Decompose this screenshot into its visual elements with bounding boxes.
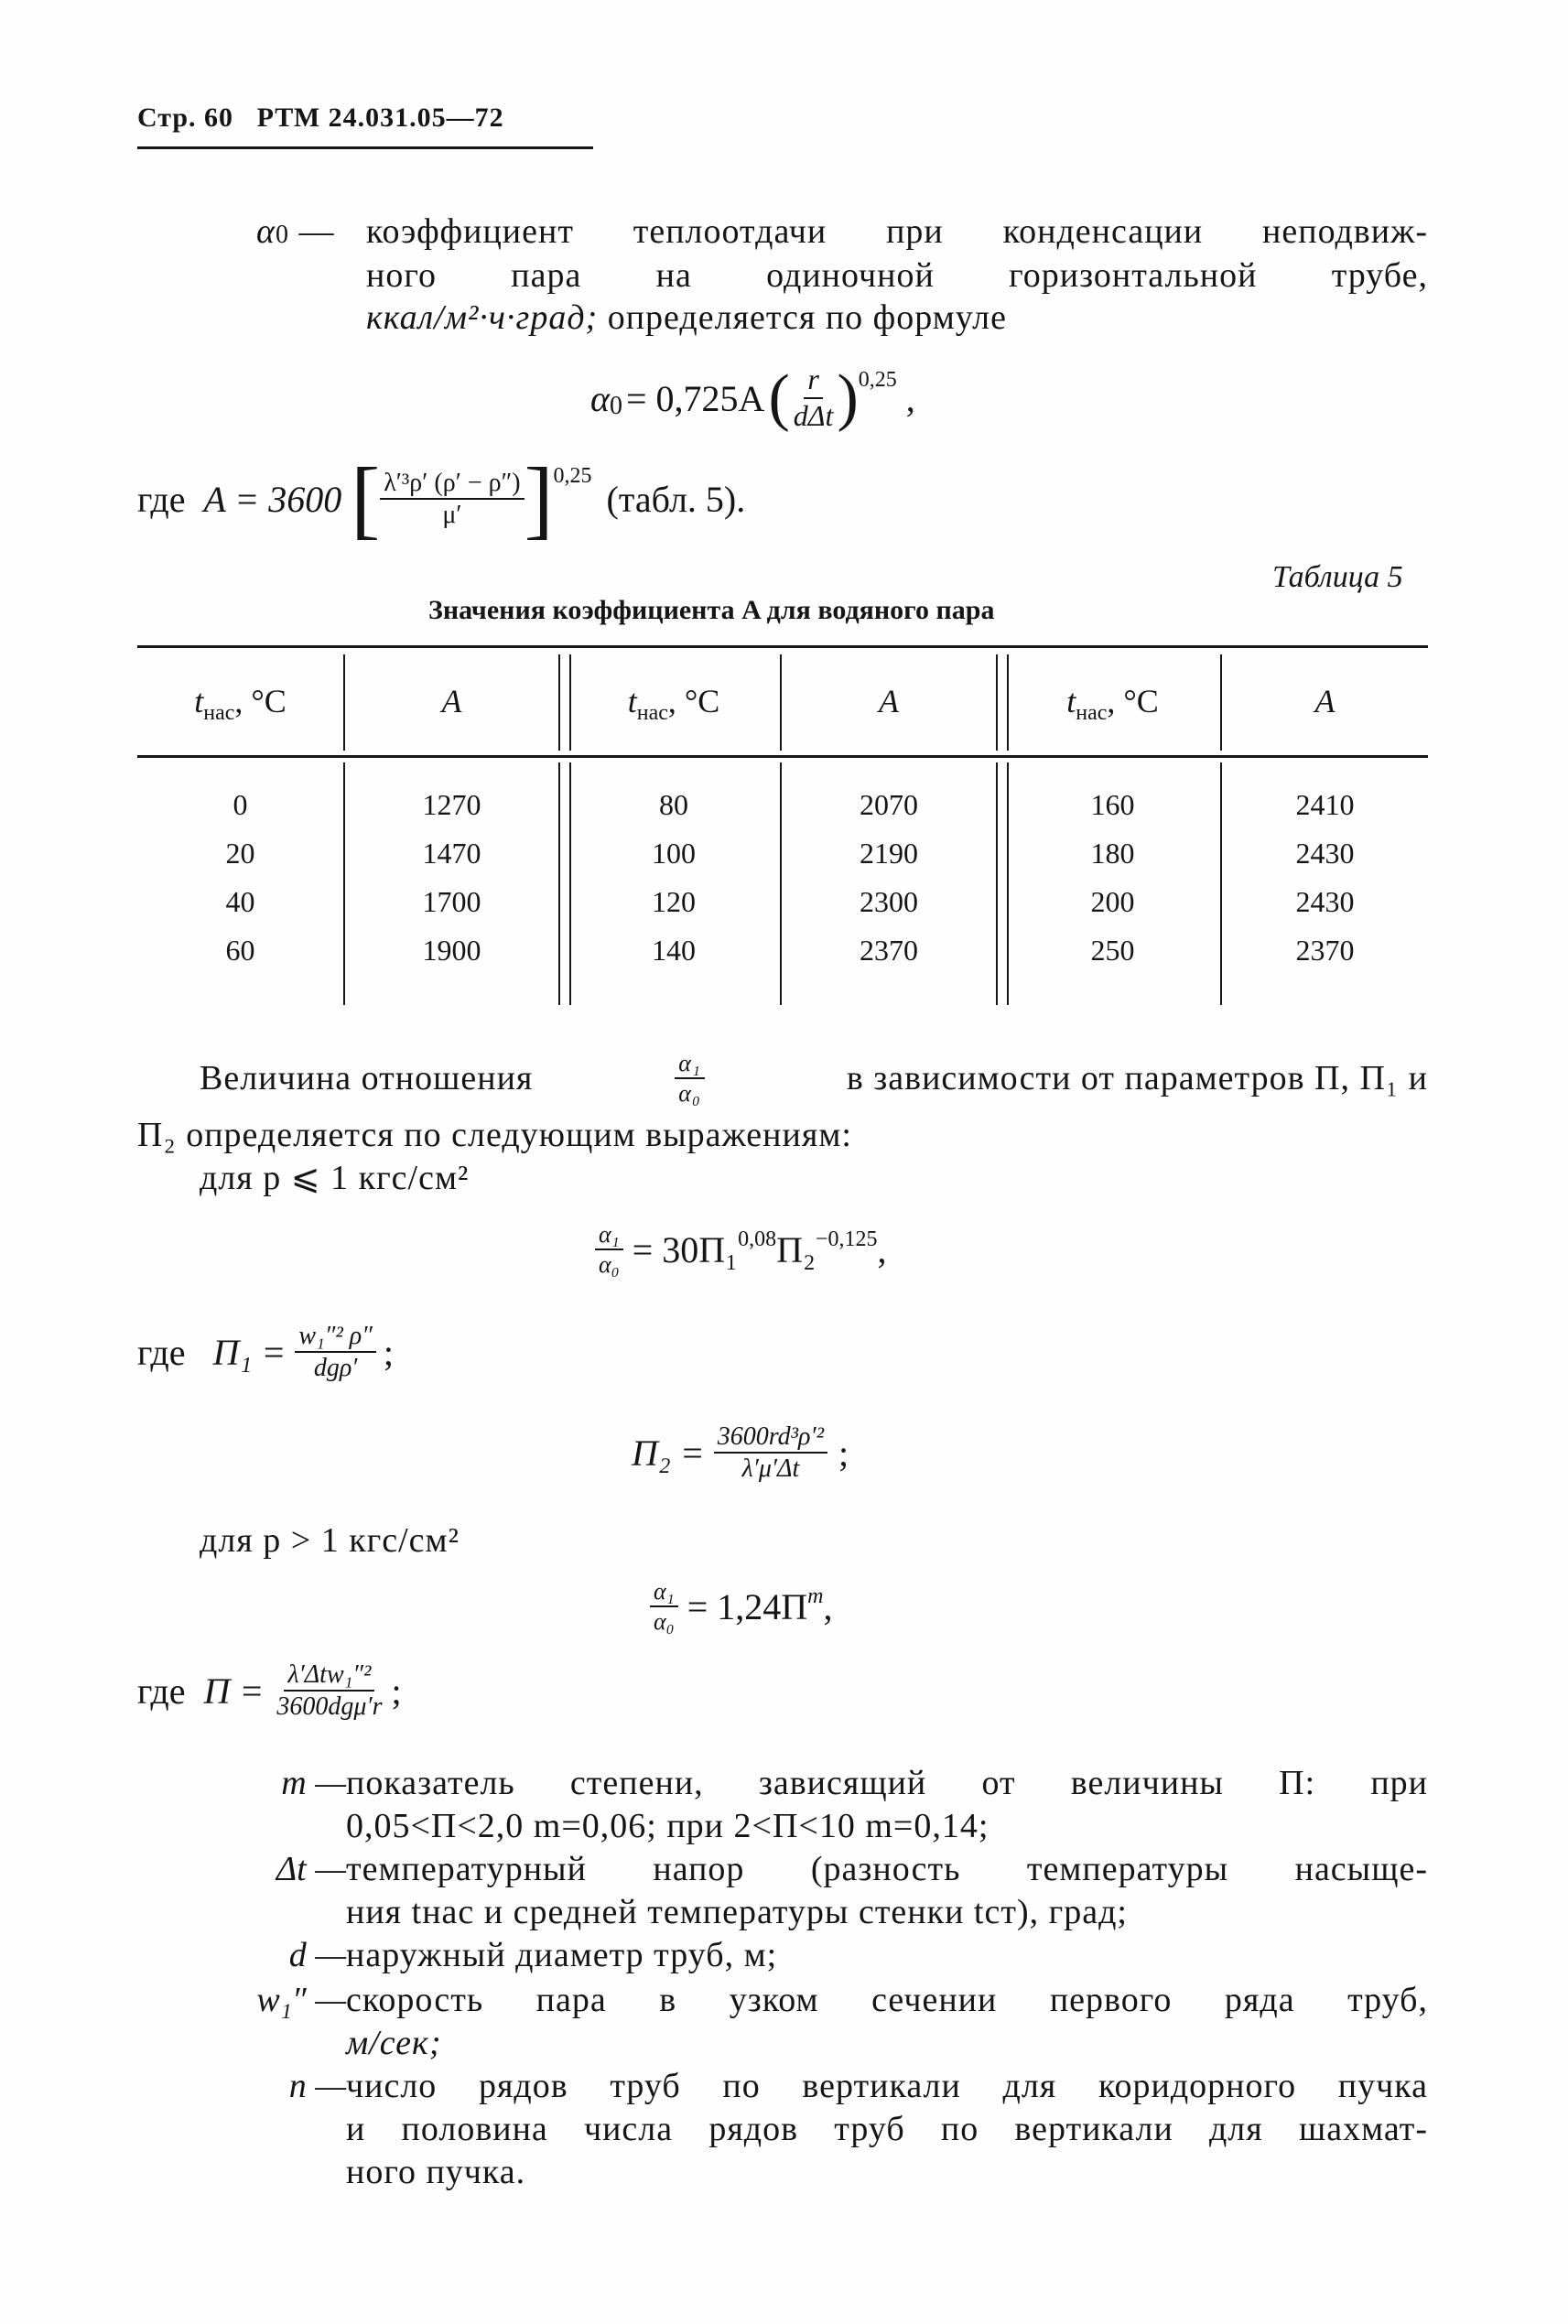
def-term-w: w₁″ — bbox=[256, 1981, 346, 2019]
table-column-A bbox=[782, 781, 996, 975]
alpha0-symbol: α0 — bbox=[256, 212, 335, 251]
def-term-dt: Δt — bbox=[276, 1850, 346, 1888]
table-label: Таблица 5 bbox=[1272, 560, 1403, 594]
formula-P1: где П₁ = $\frac{\text{w₁″² ρ″}}{\text{dgρ′}}$ ; bbox=[137, 1322, 395, 1383]
table-cell: 2410 bbox=[1295, 788, 1355, 821]
col-header-t: $t_{нас}$, °C bbox=[627, 683, 720, 726]
ratio-fraction: $\frac{\text{α₁}}{\text{α₀}}$ bbox=[675, 1051, 705, 1107]
condition-p-gt-1: для p > 1 кгс/см² bbox=[200, 1521, 460, 1560]
table-column-A bbox=[1222, 781, 1428, 975]
def-term-m: m — bbox=[281, 1764, 346, 1802]
table-title: Значения коэффициента A для водяного пара bbox=[428, 595, 995, 625]
def-text-m-line1: показатель степени, зависящий от величины П: при bbox=[346, 1764, 1428, 1802]
ratio-para-line1 bbox=[200, 1051, 1428, 1107]
table-top-rule bbox=[137, 645, 1428, 648]
def-text-d: наружный диаметр труб, м; bbox=[346, 1936, 778, 1974]
table-cell: 1900 bbox=[422, 934, 481, 967]
table-cell: 2300 bbox=[860, 885, 918, 918]
def-term-n: n — bbox=[288, 2067, 346, 2105]
table-5 bbox=[137, 645, 1428, 1030]
formula-P2: П₂ = $\frac{\text{3600rd³ρ′²}}{\lambda'\mu'\Delta t}$ ; bbox=[632, 1422, 849, 1484]
table-cell: 180 bbox=[1090, 837, 1135, 870]
table-column-t bbox=[568, 781, 780, 975]
table-cell: 2070 bbox=[860, 788, 918, 821]
def-text-w-line2: м/сек; bbox=[346, 2024, 442, 2062]
col-header-A: A bbox=[1314, 683, 1336, 719]
formula-alpha0: α 0 = 0,725A ( $\frac{r}{\text{dΔt}}$ ) $^{0,25}$ , bbox=[590, 362, 915, 433]
table-cell: 200 bbox=[1090, 885, 1135, 918]
alpha0-def-line2: ного пара на одиночной горизонтальной трубе, bbox=[366, 256, 1428, 295]
col-header-t: $t_{нас}$, °C bbox=[1066, 683, 1159, 726]
table-cell: 2370 bbox=[1295, 934, 1355, 967]
formula-ratio-1: $\frac{\text{α₁}}{\text{α₀}}$ = 30П₁ $^{0,08}$ П₂ $^{-0,125}$ , bbox=[595, 1222, 886, 1278]
document-code: РТМ 24.031.05—72 bbox=[256, 103, 504, 133]
table-cell: 2370 bbox=[860, 934, 918, 967]
table-cell: 1700 bbox=[422, 885, 481, 918]
table-column-t bbox=[1005, 781, 1220, 975]
table-cell: 2190 bbox=[860, 837, 918, 870]
def-text-dt-line1: температурный напор (разность температуры насыще- bbox=[346, 1850, 1428, 1888]
alpha0-def-line3 bbox=[366, 295, 1007, 340]
table-cell: 250 bbox=[1090, 934, 1135, 967]
table-cell: 80 bbox=[659, 788, 688, 821]
def-text-w-line1: скорость пара в узком сечении первого ряда труб, bbox=[346, 1981, 1428, 2019]
table-cell: 1270 bbox=[422, 788, 481, 821]
def-term-d: d — bbox=[288, 1936, 346, 1974]
condition-p-le-1: для p ⩽ 1 кгс/см² bbox=[200, 1159, 470, 1197]
col-header-t: $t_{нас}$, °C bbox=[194, 683, 287, 726]
page-number: Стр. 60 bbox=[137, 103, 234, 133]
page-header bbox=[137, 103, 504, 134]
table-column-A bbox=[345, 781, 558, 975]
table-column-t bbox=[137, 781, 343, 975]
def-text-n-line3: ного пучка. bbox=[346, 2153, 526, 2191]
alpha0-def-line1: коэффициент теплоотдачи при конденсации неподвиж- bbox=[366, 212, 1428, 251]
def-text-dt-line2: ния tнас и средней температуры стенки tст), град; bbox=[346, 1893, 1128, 1931]
formula-P: где П = $\frac{\text{λ′Δtw₁″²}}{\text{3600dgμ′r}}$ ; bbox=[137, 1660, 402, 1722]
alpha0-units: ккал/м²·ч·град; bbox=[366, 298, 599, 337]
table-cell: 0 bbox=[232, 788, 248, 821]
table-cell: 20 bbox=[225, 837, 255, 870]
table-cell: 60 bbox=[225, 934, 255, 967]
ratio-para-line2: П₂ определяется по следующим выражениям: bbox=[137, 1116, 852, 1154]
def-text-n-line1: число рядов труб по вертикали для коридорного пучка bbox=[346, 2067, 1428, 2105]
table-cell: 2430 bbox=[1295, 885, 1355, 918]
header-underline bbox=[137, 146, 593, 149]
table-cell: 40 bbox=[225, 885, 255, 918]
alpha0-def-tail: определяется по формуле bbox=[607, 298, 1007, 337]
col-header-A: A bbox=[879, 683, 899, 719]
def-text-m-line2: 0,05<П<2,0 m=0,06; при 2<П<10 m=0,14; bbox=[346, 1807, 989, 1845]
ratio-params: в зависимости от параметров П, П₁ и bbox=[846, 1059, 1428, 1098]
table-cell: 2430 bbox=[1295, 837, 1355, 870]
def-text-n-line2: и половина числа рядов труб по вертикали для шахмат- bbox=[346, 2110, 1428, 2148]
table-cell: 120 bbox=[652, 885, 696, 918]
table-cell: 1470 bbox=[422, 837, 481, 870]
ratio-intro: Величина отношения bbox=[200, 1059, 534, 1098]
col-header-A: A bbox=[441, 683, 462, 719]
formula-A: где A = 3600 [ $\frac{\text{λ′³ρ′ (ρ′ − ρ″)}}{\mu'}$ ] $^{0,25}$ (табл. 5). bbox=[137, 449, 746, 547]
table-header-rule bbox=[137, 755, 1428, 758]
table-cell: 160 bbox=[1090, 788, 1135, 821]
formula-ratio-2: $\frac{\text{α₁}}{\text{α₀}}$ = 1,24П $^m$ , bbox=[650, 1579, 832, 1635]
table-cell: 100 bbox=[652, 837, 696, 870]
table-cell: 140 bbox=[652, 934, 696, 967]
